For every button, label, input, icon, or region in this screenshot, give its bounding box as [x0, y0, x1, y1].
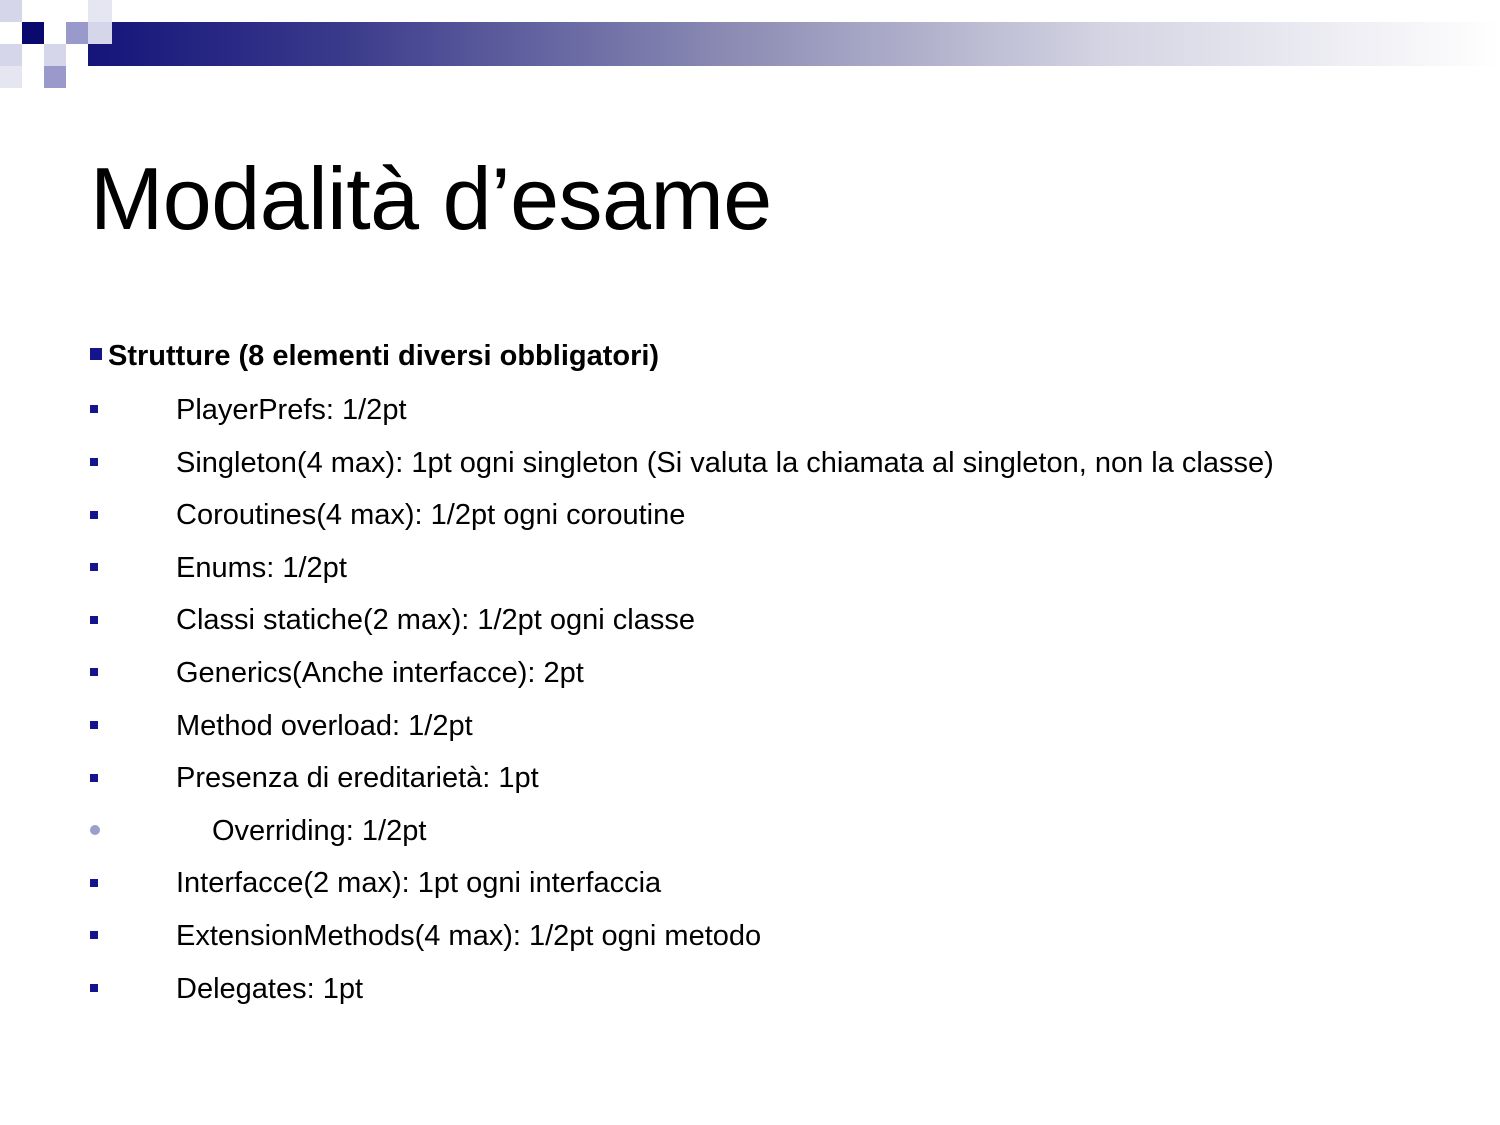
list-item — [90, 969, 1410, 1009]
decor-square — [0, 66, 22, 88]
list-item-sub — [90, 811, 1410, 851]
list-item-text: Delegates: 1pt — [176, 972, 364, 1005]
list-item — [90, 390, 1410, 430]
list-item-text: PlayerPrefs: 1/2pt — [176, 394, 407, 426]
list-item-text: Classi statiche(2 max): 1/2pt ogni classe — [176, 604, 695, 637]
header-gradient-band — [88, 22, 1500, 66]
square-bullet-icon — [90, 984, 98, 992]
square-bullet-icon — [90, 879, 98, 887]
list-item-text: Coroutines(4 max): 1/2pt ogni coroutine — [176, 499, 686, 532]
list-item — [90, 706, 1410, 746]
square-bullet-icon — [90, 721, 98, 729]
decor-square — [44, 66, 66, 88]
list-item-text: Singleton(4 max): 1pt ogni singleton (Si valuta la chiamata al singleton, non la classe) — [176, 446, 1274, 479]
list-item-text: Method overload: 1/2pt — [176, 709, 473, 742]
square-bullet-icon — [90, 511, 98, 519]
square-bullet-icon — [90, 616, 98, 624]
square-bullet-icon — [90, 668, 98, 676]
list-item — [90, 653, 1410, 693]
list-item-text: Enums: 1/2pt — [176, 551, 347, 584]
slide-title: Modalità d’esame — [90, 148, 772, 248]
decor-square — [88, 0, 112, 22]
decor-square — [0, 0, 22, 22]
decor-square — [22, 22, 44, 44]
list-item — [90, 495, 1410, 535]
list-item-text: Presenza di ereditarietà: 1pt — [176, 762, 539, 795]
decor-square — [88, 22, 112, 44]
section-heading — [90, 336, 1410, 376]
heading-text: Strutture (8 elementi diversi obbligatori) — [108, 340, 660, 372]
list-item-text: ExtensionMethods(4 max): 1/2pt ogni metodo — [176, 919, 762, 952]
square-bullet-icon — [90, 563, 98, 571]
square-bullet-icon — [90, 348, 102, 360]
decor-square — [66, 22, 88, 44]
slide-body — [90, 336, 1410, 1021]
square-bullet-icon — [90, 774, 98, 782]
list-item — [90, 758, 1410, 798]
list-item — [90, 548, 1410, 588]
list-item — [90, 600, 1410, 640]
square-bullet-icon — [90, 458, 98, 466]
decor-square — [44, 44, 66, 66]
square-bullet-icon — [90, 405, 98, 413]
round-bullet-icon — [90, 825, 100, 835]
square-bullet-icon — [90, 931, 98, 939]
list-item-text: Interfacce(2 max): 1pt ogni interfaccia — [176, 867, 662, 900]
decor-square — [0, 44, 22, 66]
list-item-text: Overriding: 1/2pt — [212, 814, 427, 847]
list-item-text: Generics(Anche interfacce): 2pt — [176, 656, 584, 689]
list-item — [90, 863, 1410, 903]
list-item — [90, 916, 1410, 956]
list-item — [90, 443, 1410, 483]
